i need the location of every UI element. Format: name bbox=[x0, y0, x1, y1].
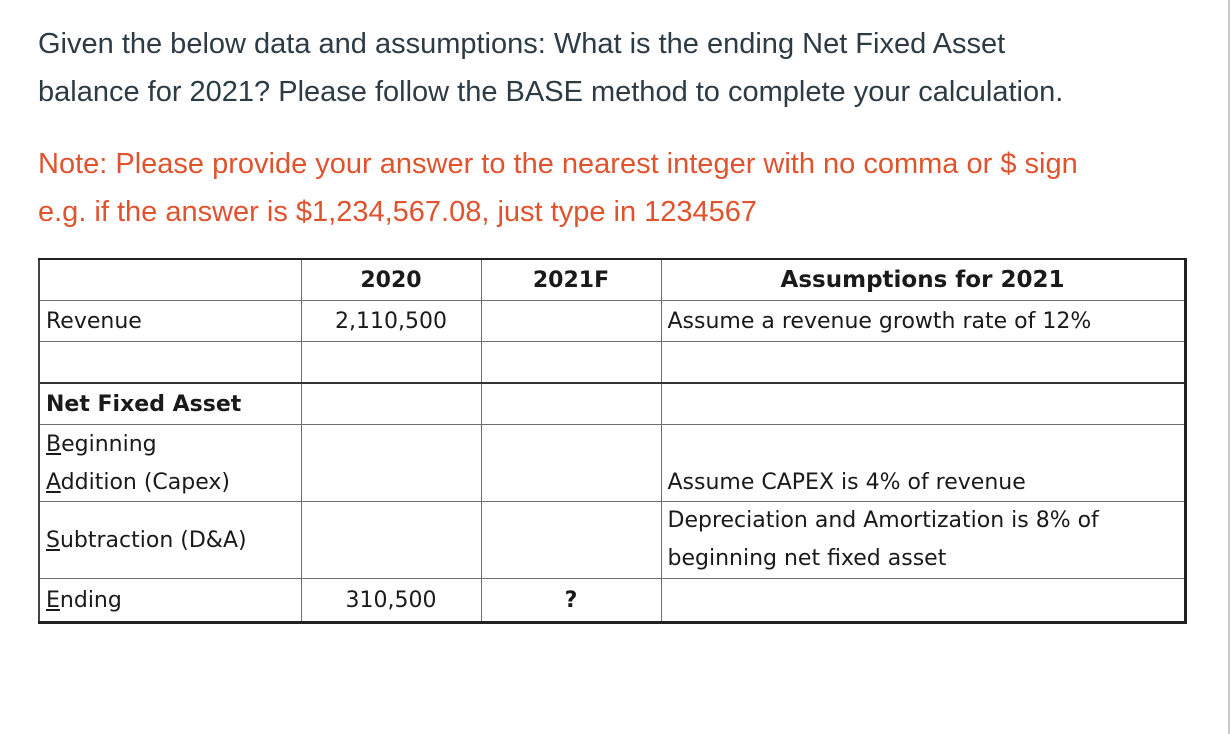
subtraction-2020 bbox=[301, 502, 481, 579]
beginning-2021 bbox=[481, 425, 661, 464]
ending-2020: 310,500 bbox=[301, 579, 481, 623]
revenue-assumption: Assume a revenue growth rate of 12% bbox=[661, 301, 1185, 342]
subtraction-assumption: Depreciation and Amortization is 8% of beginning net fixed asset bbox=[661, 502, 1185, 579]
blank-assumption bbox=[661, 342, 1185, 384]
table-row-net-fixed-asset bbox=[39, 383, 1185, 425]
revenue-2021 bbox=[481, 301, 661, 342]
table-row-ending bbox=[39, 579, 1185, 623]
note-line-2: e.g. if the answer is $1,234,567.08, just type in 1234567 bbox=[38, 196, 758, 228]
net-fixed-asset-label: Net Fixed Asset bbox=[39, 383, 301, 425]
subtraction-2021 bbox=[481, 502, 661, 579]
ending-label: Ending bbox=[39, 579, 301, 623]
note-text bbox=[38, 140, 1208, 236]
note-line-1: Note: Please provide your answer to the nearest integer with no comma or $ sign bbox=[38, 148, 1078, 180]
table-row-beginning bbox=[39, 425, 1185, 464]
ending-assumption bbox=[661, 579, 1185, 623]
beginning-label: Beginning bbox=[39, 425, 301, 464]
blank-2020 bbox=[301, 342, 481, 384]
question-text bbox=[38, 20, 1198, 116]
data-table bbox=[38, 258, 1187, 624]
beginning-2020 bbox=[301, 425, 481, 464]
question-line-1: Given the below data and assumptions: What is the ending Net Fixed Asset bbox=[38, 28, 1006, 60]
addition-label: Addition (Capex) bbox=[39, 463, 301, 502]
table-row-blank bbox=[39, 342, 1185, 384]
table-header-row bbox=[39, 259, 1185, 301]
header-2021f: 2021F bbox=[481, 259, 661, 301]
net-fixed-asset-2020 bbox=[301, 383, 481, 425]
addition-2020 bbox=[301, 463, 481, 502]
header-assumptions: Assumptions for 2021 bbox=[661, 259, 1185, 301]
table-row-subtraction bbox=[39, 502, 1185, 579]
addition-2021 bbox=[481, 463, 661, 502]
table-row-revenue bbox=[39, 301, 1185, 342]
revenue-label: Revenue bbox=[39, 301, 301, 342]
subtraction-label: Subtraction (D&A) bbox=[39, 502, 301, 579]
blank-label bbox=[39, 342, 301, 384]
beginning-assumption bbox=[661, 425, 1185, 464]
addition-assumption: Assume CAPEX is 4% of revenue bbox=[661, 463, 1185, 502]
net-fixed-asset-2021 bbox=[481, 383, 661, 425]
ending-2021: ? bbox=[481, 579, 661, 623]
net-fixed-asset-assumption bbox=[661, 383, 1185, 425]
question-line-2: balance for 2021? Please follow the BASE method to complete your calculation. bbox=[38, 76, 1064, 108]
header-2020: 2020 bbox=[301, 259, 481, 301]
header-label-col bbox=[39, 259, 301, 301]
table-row-addition bbox=[39, 463, 1185, 502]
revenue-2020: 2,110,500 bbox=[301, 301, 481, 342]
blank-2021 bbox=[481, 342, 661, 384]
